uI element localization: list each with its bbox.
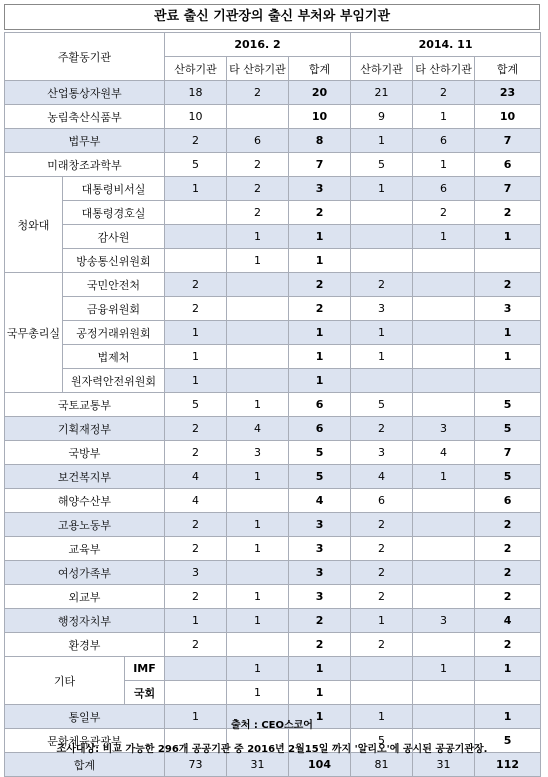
header-year-2016: 2016. 2 — [165, 33, 351, 57]
value-cell — [413, 537, 475, 561]
sum-cell: 3 — [289, 177, 351, 201]
value-cell: 1 — [165, 177, 227, 201]
sum-cell: 4 — [475, 609, 541, 633]
value-cell: 3 — [227, 441, 289, 465]
value-cell: 2 — [227, 201, 289, 225]
row-label: 여성가족부 — [5, 561, 165, 585]
table-row — [5, 393, 541, 417]
value-cell: 1 — [227, 585, 289, 609]
table-row — [5, 369, 541, 393]
value-cell: 2 — [227, 81, 289, 105]
sum-cell: 1 — [475, 321, 541, 345]
value-cell — [413, 297, 475, 321]
header-sub: 타 산하기관 — [413, 57, 475, 81]
value-cell: 1 — [227, 513, 289, 537]
sum-cell: 3 — [289, 537, 351, 561]
table-row — [5, 513, 541, 537]
table-row — [5, 249, 541, 273]
value-cell: 5 — [165, 153, 227, 177]
value-cell — [351, 249, 413, 273]
sum-cell: 1 — [289, 249, 351, 273]
row-label: 보건복지부 — [5, 465, 165, 489]
value-cell — [413, 345, 475, 369]
table-row — [5, 129, 541, 153]
sum-cell: 2 — [475, 585, 541, 609]
value-cell — [227, 489, 289, 513]
value-cell: 1 — [413, 465, 475, 489]
table-row — [5, 609, 541, 633]
sum-cell: 2 — [475, 273, 541, 297]
sum-cell: 2 — [289, 609, 351, 633]
sum-cell: 6 — [475, 153, 541, 177]
value-cell: 2 — [351, 561, 413, 585]
value-cell — [413, 273, 475, 297]
sum-cell: 6 — [289, 417, 351, 441]
sum-cell: 10 — [289, 105, 351, 129]
sum-cell: 2 — [289, 297, 351, 321]
table-title: 관료 출신 기관장의 출신 부처와 부임기관 — [4, 4, 540, 30]
value-cell: 1 — [227, 249, 289, 273]
value-cell — [413, 249, 475, 273]
value-cell: 1 — [413, 105, 475, 129]
sum-cell: 1 — [475, 345, 541, 369]
value-cell: 1 — [351, 177, 413, 201]
value-cell: 4 — [227, 417, 289, 441]
value-cell: 3 — [351, 297, 413, 321]
total-row — [5, 753, 541, 777]
value-cell: 21 — [351, 81, 413, 105]
value-cell: 2 — [413, 201, 475, 225]
header-org: 주활동기관 — [5, 33, 165, 81]
value-cell — [227, 369, 289, 393]
table-row — [5, 657, 541, 681]
value-cell: 1 — [351, 129, 413, 153]
sum-cell: 23 — [475, 81, 541, 105]
row-label: 해양수산부 — [5, 489, 165, 513]
value-cell: 2 — [165, 129, 227, 153]
value-cell: 6 — [351, 489, 413, 513]
group-label: 청와대 — [5, 177, 63, 273]
sum-cell: 112 — [475, 753, 541, 777]
sum-cell: 1 — [289, 225, 351, 249]
value-cell: 18 — [165, 81, 227, 105]
row-label: 합계 — [5, 753, 165, 777]
sum-cell: 7 — [475, 441, 541, 465]
value-cell — [227, 633, 289, 657]
value-cell: 1 — [165, 321, 227, 345]
sum-cell: 3 — [289, 585, 351, 609]
value-cell: 5 — [351, 729, 413, 753]
value-cell: 2 — [413, 81, 475, 105]
row-label: 환경부 — [5, 633, 165, 657]
sum-cell: 6 — [289, 393, 351, 417]
table-row — [5, 345, 541, 369]
sum-cell: 1 — [289, 369, 351, 393]
value-cell: 2 — [351, 513, 413, 537]
value-cell: 2 — [165, 273, 227, 297]
sum-cell: 7 — [475, 129, 541, 153]
row-label: 농림축산식품부 — [5, 105, 165, 129]
value-cell — [351, 657, 413, 681]
sum-cell: 2 — [475, 561, 541, 585]
table-row — [5, 585, 541, 609]
value-cell — [165, 249, 227, 273]
value-cell: 2 — [351, 273, 413, 297]
value-cell — [351, 681, 413, 705]
header-year-2014: 2014. 11 — [351, 33, 541, 57]
sub-row-label: 금융위원회 — [63, 297, 165, 321]
header-sub: 합계 — [289, 57, 351, 81]
group-label: 기타 — [5, 657, 125, 705]
value-cell: 4 — [165, 465, 227, 489]
value-cell: 1 — [227, 681, 289, 705]
table-row — [5, 633, 541, 657]
value-cell: 2 — [165, 537, 227, 561]
sum-cell: 7 — [475, 177, 541, 201]
value-cell — [413, 681, 475, 705]
sub-row-label: 국민안전처 — [63, 273, 165, 297]
value-cell: 1 — [165, 609, 227, 633]
sum-cell: 1 — [475, 705, 541, 729]
group-label: 국무총리실 — [5, 273, 63, 393]
sum-cell: 1 — [289, 681, 351, 705]
sum-cell: 1 — [475, 657, 541, 681]
sum-cell: 5 — [475, 417, 541, 441]
value-cell: 3 — [351, 441, 413, 465]
table-row — [5, 537, 541, 561]
row-label: 교육부 — [5, 537, 165, 561]
sum-cell: 3 — [289, 513, 351, 537]
table-row — [5, 105, 541, 129]
value-cell: 1 — [413, 657, 475, 681]
sum-cell: 5 — [475, 393, 541, 417]
sum-cell — [475, 369, 541, 393]
table-row — [5, 561, 541, 585]
value-cell: 31 — [227, 753, 289, 777]
data-table — [4, 32, 541, 777]
sum-cell: 3 — [289, 561, 351, 585]
value-cell — [413, 321, 475, 345]
sum-cell: 5 — [289, 441, 351, 465]
value-cell — [413, 393, 475, 417]
sum-cell: 1 — [289, 321, 351, 345]
sum-cell: 2 — [289, 273, 351, 297]
sum-cell — [475, 249, 541, 273]
value-cell — [351, 225, 413, 249]
value-cell: 1 — [165, 345, 227, 369]
row-label: 국토교통부 — [5, 393, 165, 417]
sum-cell: 10 — [475, 105, 541, 129]
row-label: 행정자치부 — [5, 609, 165, 633]
value-cell: 2 — [351, 585, 413, 609]
value-cell: 2 — [227, 153, 289, 177]
value-cell: 3 — [413, 417, 475, 441]
value-cell — [413, 633, 475, 657]
row-label: 미래창조과학부 — [5, 153, 165, 177]
value-cell: 3 — [165, 561, 227, 585]
sum-cell: 3 — [475, 297, 541, 321]
value-cell: 31 — [413, 753, 475, 777]
table-row — [5, 417, 541, 441]
sub-row-label: 대통령비서실 — [63, 177, 165, 201]
value-cell — [227, 273, 289, 297]
value-cell: 2 — [165, 441, 227, 465]
value-cell: 1 — [351, 705, 413, 729]
sum-cell: 2 — [289, 633, 351, 657]
sub-row-label: IMF — [125, 657, 165, 681]
value-cell — [227, 345, 289, 369]
row-label: 국방부 — [5, 441, 165, 465]
value-cell: 2 — [351, 633, 413, 657]
value-cell: 2 — [165, 297, 227, 321]
value-cell — [165, 201, 227, 225]
sum-cell: 2 — [475, 633, 541, 657]
value-cell: 9 — [351, 105, 413, 129]
value-cell — [227, 561, 289, 585]
table-row — [5, 201, 541, 225]
value-cell: 2 — [227, 177, 289, 201]
value-cell: 1 — [413, 153, 475, 177]
row-label: 산업통상자원부 — [5, 81, 165, 105]
sum-cell: 1 — [475, 225, 541, 249]
source-text: 출처 : CEO스코어 — [231, 720, 313, 731]
value-cell: 5 — [165, 393, 227, 417]
table-row — [5, 297, 541, 321]
sum-cell: 2 — [475, 513, 541, 537]
value-cell: 6 — [413, 177, 475, 201]
value-cell: 5 — [351, 153, 413, 177]
value-cell — [413, 369, 475, 393]
note-text: 조사대상: 비교 가능한 296개 공공기관 중 2016년 2월15일 까지 '알리오'에 공시된 공공기관장. — [56, 744, 488, 755]
value-cell: 6 — [413, 129, 475, 153]
value-cell: 1 — [351, 345, 413, 369]
value-cell: 1 — [351, 321, 413, 345]
value-cell — [351, 369, 413, 393]
table-row — [5, 441, 541, 465]
sum-cell: 1 — [289, 705, 351, 729]
sum-cell: 2 — [475, 201, 541, 225]
sub-row-label: 법제처 — [63, 345, 165, 369]
value-cell: 5 — [351, 393, 413, 417]
sum-cell: 1 — [289, 657, 351, 681]
value-cell: 1 — [227, 537, 289, 561]
table-body — [5, 81, 541, 777]
row-label: 통일부 — [5, 705, 165, 729]
value-cell: 2 — [351, 537, 413, 561]
row-label: 고용노동부 — [5, 513, 165, 537]
table-row — [5, 465, 541, 489]
sum-cell: 104 — [289, 753, 351, 777]
sum-cell — [475, 681, 541, 705]
value-cell: 4 — [413, 441, 475, 465]
value-cell: 4 — [351, 465, 413, 489]
value-cell: 2 — [165, 513, 227, 537]
value-cell — [165, 657, 227, 681]
header-sub: 타 산하기관 — [227, 57, 289, 81]
sum-cell: 6 — [475, 489, 541, 513]
value-cell: 6 — [227, 129, 289, 153]
value-cell: 2 — [165, 633, 227, 657]
value-cell: 10 — [165, 105, 227, 129]
value-cell: 1 — [413, 225, 475, 249]
value-cell — [227, 297, 289, 321]
value-cell — [165, 681, 227, 705]
sum-cell: 5 — [475, 729, 541, 753]
value-cell: 1 — [227, 609, 289, 633]
value-cell: 1 — [165, 705, 227, 729]
value-cell — [227, 105, 289, 129]
table-row — [5, 321, 541, 345]
sub-row-label: 방송통신위원회 — [63, 249, 165, 273]
value-cell: 73 — [165, 753, 227, 777]
value-cell — [413, 489, 475, 513]
value-cell: 1 — [165, 369, 227, 393]
sum-cell: 5 — [289, 465, 351, 489]
table-row — [5, 225, 541, 249]
value-cell: 2 — [351, 417, 413, 441]
sum-cell: 2 — [289, 201, 351, 225]
value-cell: 1 — [227, 225, 289, 249]
value-cell — [413, 561, 475, 585]
value-cell: 1 — [227, 465, 289, 489]
row-label: 법무부 — [5, 129, 165, 153]
value-cell — [165, 225, 227, 249]
sum-cell: 7 — [289, 153, 351, 177]
value-cell: 81 — [351, 753, 413, 777]
value-cell: 3 — [413, 609, 475, 633]
sub-row-label: 대통령경호실 — [63, 201, 165, 225]
sum-cell: 2 — [475, 537, 541, 561]
sum-cell: 8 — [289, 129, 351, 153]
sub-row-label: 감사원 — [63, 225, 165, 249]
table-row — [5, 177, 541, 201]
row-label: 외교부 — [5, 585, 165, 609]
table-row — [5, 489, 541, 513]
table-row — [5, 153, 541, 177]
value-cell: 2 — [165, 417, 227, 441]
row-label: 기획재정부 — [5, 417, 165, 441]
header-sub: 산하기관 — [165, 57, 227, 81]
sum-cell: 4 — [289, 489, 351, 513]
sum-cell: 20 — [289, 81, 351, 105]
table-row — [5, 273, 541, 297]
table-row — [5, 81, 541, 105]
value-cell — [413, 513, 475, 537]
header-sub: 산하기관 — [351, 57, 413, 81]
sum-cell: 5 — [475, 465, 541, 489]
value-cell: 1 — [227, 657, 289, 681]
sub-row-label: 국회 — [125, 681, 165, 705]
sum-cell: 1 — [289, 345, 351, 369]
value-cell — [227, 321, 289, 345]
header-sub: 합계 — [475, 57, 541, 81]
row-label: 문화체육관광부 — [5, 729, 165, 753]
value-cell: 1 — [351, 609, 413, 633]
value-cell: 4 — [165, 489, 227, 513]
value-cell — [413, 585, 475, 609]
sub-row-label: 원자력안전위원회 — [63, 369, 165, 393]
sub-row-label: 공정거래위원회 — [63, 321, 165, 345]
value-cell: 1 — [227, 393, 289, 417]
value-cell: 2 — [165, 585, 227, 609]
value-cell — [351, 201, 413, 225]
